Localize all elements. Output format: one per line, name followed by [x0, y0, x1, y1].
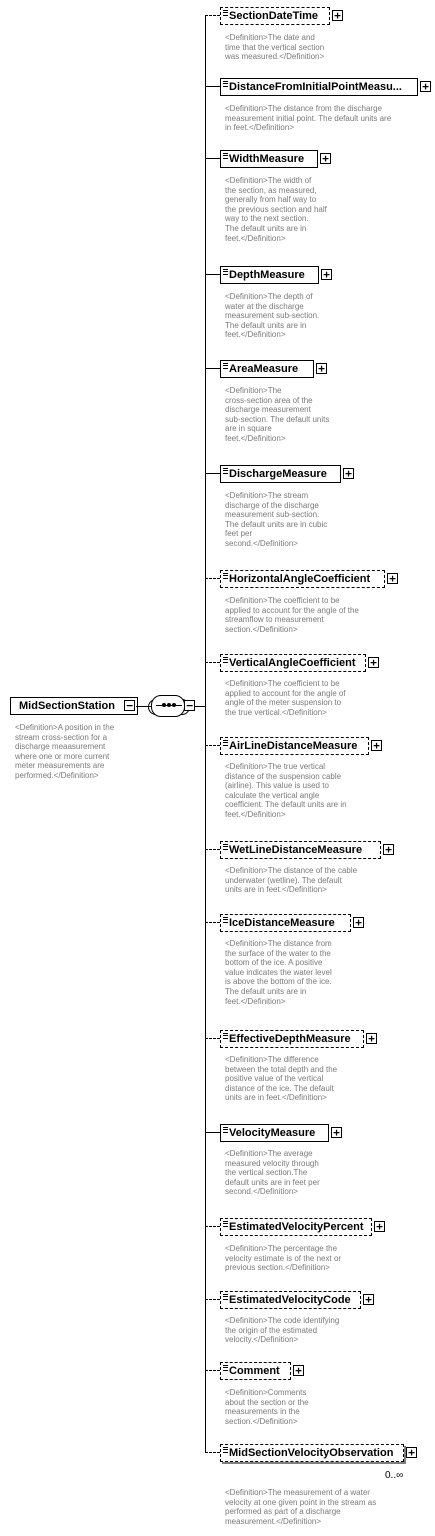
element-discharge-measure[interactable]: [220, 465, 341, 483]
element-type-icon: [223, 1365, 228, 1371]
element-name: AirLineDistanceMeasure: [229, 740, 358, 752]
definition-distance-from-initial-point-measu: <Definition>The distance from the discharge measurement initial point. The default units are in feet.</Definition>: [225, 104, 392, 133]
definition-discharge-measure: <Definition>The stream discharge of the discharge measurement sub-section. The default units are in cubic feet per second.</Definition>: [225, 491, 328, 548]
element-name: VerticalAngleCoefficient: [229, 657, 356, 669]
expand-icon[interactable]: +: [321, 269, 332, 280]
connector-comment: [205, 1370, 220, 1371]
connector-air-line-distance-measure: [205, 745, 220, 746]
element-name: DistanceFromInitialPointMeasu...: [229, 81, 402, 93]
element-type-icon: [223, 573, 228, 579]
expand-icon[interactable]: +: [406, 1447, 417, 1458]
element-ice-distance-measure[interactable]: [220, 914, 351, 932]
element-type-icon: [223, 844, 228, 850]
expand-icon[interactable]: +: [316, 363, 327, 374]
expand-icon[interactable]: +: [387, 573, 398, 584]
definition-effective-depth-measure: <Definition>The difference between the total depth and the positive value of the vertical distance of the ice. The default units are in feet.</Definition>: [225, 1055, 338, 1103]
element-type-icon: [223, 740, 228, 746]
element-depth-measure[interactable]: [220, 266, 319, 284]
element-width-measure[interactable]: [220, 150, 318, 168]
definition-width-measure: <Definition>The width of the section, as measured, generally from half way to the previous section and half way to the next section. The default units are in feet.</Definition>: [225, 176, 327, 243]
connector-area-measure: [205, 368, 220, 369]
expand-icon[interactable]: +: [293, 1365, 304, 1376]
element-type-icon: [223, 81, 228, 87]
element-type-icon: [223, 1033, 228, 1039]
definition-horizontal-angle-coefficient: <Definition>The coefficient to be applied to account for the angle of the streamflow to measurement section.</Definition>: [225, 596, 359, 634]
expand-icon[interactable]: +: [366, 1033, 377, 1044]
element-type-icon: [223, 468, 228, 474]
expand-icon[interactable]: +: [320, 153, 331, 164]
root-element-box[interactable]: [10, 697, 138, 715]
element-type-icon: [223, 10, 228, 16]
connector-distance-from-initial-point-measu: [205, 86, 220, 87]
connector-width-measure: [205, 158, 220, 159]
element-mid-section-velocity-observation[interactable]: [220, 1444, 404, 1462]
element-name: EffectiveDepthMeasure: [229, 1033, 351, 1045]
root-definition: <Definition>A position in the stream cross-section for a discharge meaasurement where one or more current meter measurements are performed.</Definition>: [15, 723, 115, 780]
connector-effective-depth-measure: [205, 1038, 220, 1039]
element-name: SectionDateTime: [229, 10, 319, 22]
element-section-date-time[interactable]: [220, 7, 330, 25]
element-name: EstimatedVelocityPercent: [229, 1221, 364, 1233]
connector-discharge-measure: [205, 473, 220, 474]
element-name: DischargeMeasure: [229, 468, 327, 480]
connector-horizontal-angle-coefficient: [205, 578, 220, 579]
element-wet-line-distance-measure[interactable]: [220, 841, 381, 859]
element-area-measure[interactable]: [220, 360, 314, 378]
root-collapse-icon[interactable]: −: [124, 700, 135, 711]
occurrence-label: 0..∞: [385, 1470, 404, 1481]
expand-icon[interactable]: +: [331, 1127, 342, 1138]
element-effective-depth-measure[interactable]: [220, 1030, 364, 1048]
element-name: HorizontalAngleCoefficient: [229, 573, 371, 585]
expand-icon[interactable]: +: [363, 1294, 374, 1305]
element-distance-from-initial-point-measu[interactable]: [220, 78, 418, 96]
expand-icon[interactable]: +: [383, 844, 394, 855]
definition-depth-measure: <Definition>The depth of water at the discharge measurement sub-section. The default units are in feet.</Definition>: [225, 292, 320, 340]
sequence-connector: [195, 706, 205, 707]
definition-velocity-measure: <Definition>The average measured velocity through the vertical section.The default units are in feet per second.</Definition>: [225, 1149, 320, 1197]
element-vertical-angle-coefficient[interactable]: [220, 654, 366, 672]
connector-velocity-measure: [205, 1132, 220, 1133]
element-velocity-measure[interactable]: [220, 1124, 329, 1142]
definition-section-date-time: <Definition>The date and time that the vertical section was measured.</Definition>: [225, 33, 325, 62]
element-type-icon: [223, 917, 228, 923]
expand-icon[interactable]: +: [371, 740, 382, 751]
definition-ice-distance-measure: <Definition>The distance from the surface of the water to the bottom of the ice. A positive value indicates the water level is above the bottom of the ice. The default units are in feet.</Definition>: [225, 939, 332, 1006]
definition-estimated-velocity-code: <Definition>The code identifying the origin of the estimated velocity.</Definition>: [225, 1316, 340, 1345]
connector-estimated-velocity-percent: [205, 1226, 220, 1227]
definition-wet-line-distance-measure: <Definition>The distance of the cable underwater (wetline). The default units are in feet.</Definition>: [225, 866, 358, 895]
expand-icon[interactable]: +: [343, 468, 354, 479]
element-name: AreaMeasure: [229, 363, 299, 375]
sequence-icon: [156, 705, 180, 707]
definition-mid-section-velocity-observation: <Definition>The measurement of a water velocity at one given point in the stream as performed as part of a discharge measurement.</Definition>: [225, 1488, 377, 1526]
element-comment[interactable]: [220, 1362, 291, 1380]
children-spine: [205, 16, 206, 1453]
connector-section-date-time: [205, 15, 220, 16]
definition-comment: <Definition>Comments about the section or the measurements in the section.</Definition>: [225, 1388, 309, 1426]
element-name: VelocityMeasure: [229, 1127, 316, 1139]
element-type-icon: [223, 153, 228, 159]
element-air-line-distance-measure[interactable]: [220, 737, 369, 755]
element-type-icon: [223, 1221, 228, 1227]
element-type-icon: [223, 1294, 228, 1300]
element-name: WetLineDistanceMeasure: [229, 844, 363, 856]
sequence-collapse-icon[interactable]: −: [184, 700, 195, 711]
connector-vertical-angle-coefficient: [205, 662, 220, 663]
definition-vertical-angle-coefficient: <Definition>The coefficient to be applied to account for the angle of angle of the meter suspension to the true vertical.</Definition>: [225, 679, 346, 717]
element-name: EstimatedVelocityCode: [229, 1294, 351, 1306]
element-name: DepthMeasure: [229, 269, 305, 281]
definition-air-line-distance-measure: <Definition>The true vertical distance of the suspension cable (airline). This value is used to calculate the vertical angle coefficient. The default units are in feet.</Definition>: [225, 762, 347, 819]
expand-icon[interactable]: +: [353, 917, 364, 928]
connector-ice-distance-measure: [205, 922, 220, 923]
expand-icon[interactable]: +: [332, 10, 343, 21]
element-estimated-velocity-code[interactable]: [220, 1291, 361, 1309]
connector-estimated-velocity-code: [205, 1299, 220, 1300]
connector-depth-measure: [205, 274, 220, 275]
expand-icon[interactable]: +: [420, 81, 431, 92]
element-type-icon: [223, 363, 228, 369]
element-type-icon: [223, 269, 228, 275]
connector-wet-line-distance-measure: [205, 849, 220, 850]
element-horizontal-angle-coefficient[interactable]: [220, 570, 385, 588]
definition-area-measure: <Definition>The cross-section area of the discharge measurement sub-section. The default units are in square feet.</Definition>: [225, 386, 330, 443]
element-name: MidSectionVelocityObservation: [229, 1447, 394, 1459]
expand-icon[interactable]: +: [368, 657, 379, 668]
element-type-icon: [223, 657, 228, 663]
expand-icon[interactable]: +: [374, 1221, 385, 1232]
element-name: IceDistanceMeasure: [229, 917, 335, 929]
definition-estimated-velocity-percent: <Definition>The percentage the velocity estimate is of the next or previous section.</Definition>: [225, 1244, 342, 1273]
element-estimated-velocity-percent[interactable]: [220, 1218, 372, 1236]
root-element-name: MidSectionStation: [19, 700, 115, 712]
sequence-compositor[interactable]: [151, 695, 185, 717]
connector-mid-section-velocity-observation: [205, 1452, 220, 1453]
element-name: Comment: [229, 1365, 280, 1377]
element-type-icon: [223, 1447, 228, 1453]
element-type-icon: [223, 1127, 228, 1133]
root-connector: [136, 706, 152, 707]
element-name: WidthMeasure: [229, 153, 305, 165]
